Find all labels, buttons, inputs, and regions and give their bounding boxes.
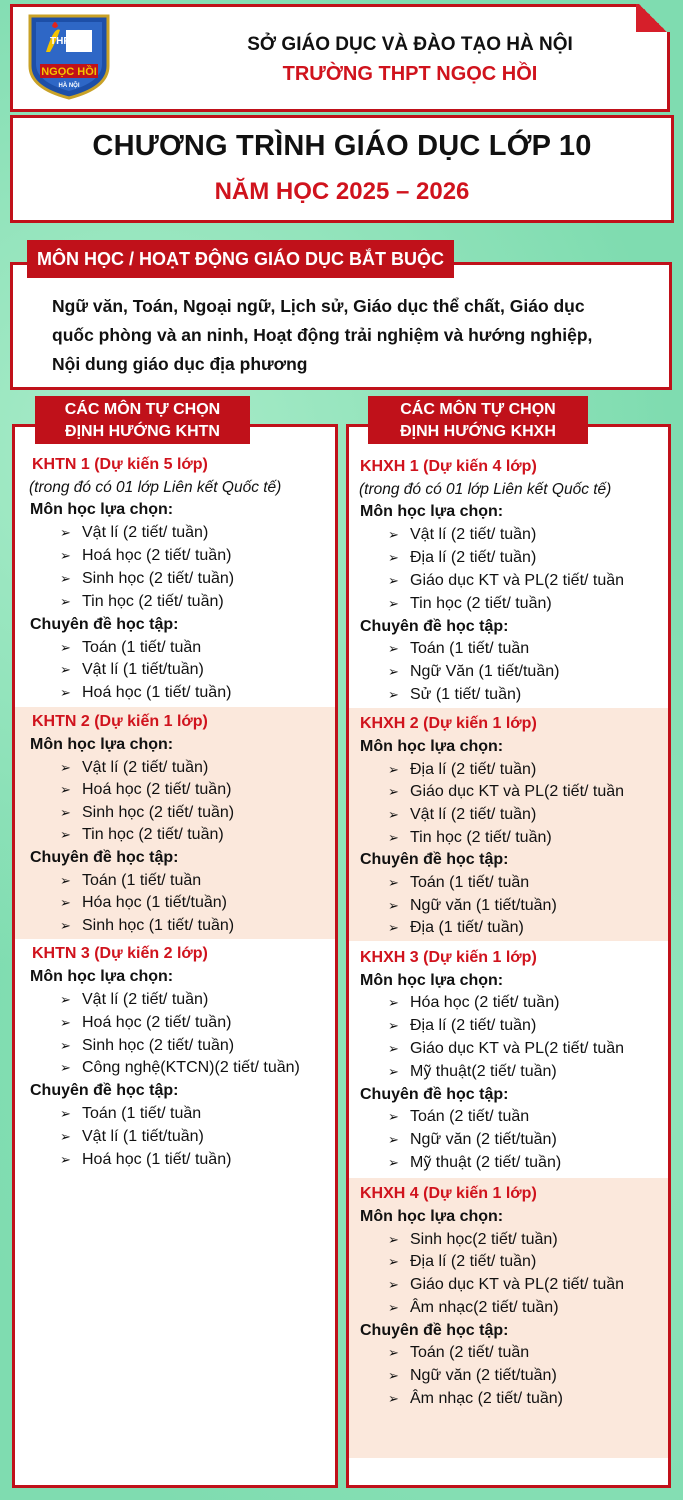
group-note: (trong đó có 01 lớp Liên kết Quốc tế) <box>359 481 612 498</box>
elective-heading: Môn học lựa chọn: <box>360 972 504 989</box>
list-item: ➢ Tin học (2 tiết/ tuần) <box>388 595 552 612</box>
arrow-bullet-icon: ➢ <box>60 895 71 910</box>
arrow-bullet-icon: ➢ <box>388 807 399 822</box>
school-logo <box>24 12 114 100</box>
arrow-bullet-icon: ➢ <box>60 1038 71 1053</box>
arrow-bullet-icon: ➢ <box>60 571 71 586</box>
arrow-bullet-icon: ➢ <box>60 1152 71 1167</box>
arrow-bullet-icon: ➢ <box>388 762 399 777</box>
list-item: ➢ Địa lí (2 tiết/ tuần) <box>388 1017 537 1034</box>
arrow-bullet-icon: ➢ <box>60 782 71 797</box>
arrow-bullet-icon: ➢ <box>388 1064 399 1079</box>
arrow-bullet-icon: ➢ <box>388 1132 399 1147</box>
list-item: ➢ Giáo dục KT và PL(2 tiết/ tuần <box>388 1040 625 1057</box>
arrow-bullet-icon: ➢ <box>388 784 399 799</box>
khxh-column-label <box>368 396 588 444</box>
list-item: ➢ Hóa học (1 tiết/tuần) <box>60 894 227 911</box>
school-year: NĂM HỌC 2025 – 2026 <box>214 178 470 205</box>
school-name: TRƯỜNG THPT NGỌC HỒI <box>282 63 538 85</box>
arrow-bullet-icon: ➢ <box>388 1018 399 1033</box>
arrow-bullet-icon: ➢ <box>60 662 71 677</box>
arrow-bullet-icon: ➢ <box>60 918 71 933</box>
list-item: ➢ Địa (1 tiết/ tuần) <box>388 919 524 936</box>
group-title: KHXH 2 (Dự kiến 1 lớp) <box>360 715 537 732</box>
arrow-bullet-icon: ➢ <box>388 1300 399 1315</box>
arrow-bullet-icon: ➢ <box>388 1155 399 1170</box>
list-item: ➢ Vật lí (2 tiết/ tuần) <box>60 759 209 776</box>
list-item: ➢ Toán (2 tiết/ tuần <box>388 1344 530 1361</box>
list-item: ➢ Toán (1 tiết/ tuần <box>388 874 530 891</box>
topic-heading: Chuyên đề học tập: <box>360 1322 509 1339</box>
topic-heading: Chuyên đề học tập: <box>30 849 179 866</box>
group-title: KHTN 3 (Dự kiến 2 lớp) <box>32 945 208 962</box>
list-item: ➢ Hoá học (2 tiết/ tuần) <box>60 781 232 798</box>
arrow-bullet-icon: ➢ <box>388 830 399 845</box>
list-item: ➢ Địa lí (2 tiết/ tuần) <box>388 1253 537 1270</box>
elective-heading: Môn học lựa chọn: <box>360 1208 504 1225</box>
arrow-bullet-icon: ➢ <box>388 687 399 702</box>
list-item: ➢ Địa lí (2 tiết/ tuần) <box>388 761 537 778</box>
list-item: ➢ Vật lí (2 tiết/ tuần) <box>388 526 537 543</box>
khtn-label-line1: CÁC MÔN TỰ CHỌN <box>64 401 221 418</box>
list-item: ➢ Hoá học (1 tiết/ tuần) <box>60 684 232 701</box>
group-title: KHTN 1 (Dự kiến 5 lớp) <box>32 456 208 473</box>
list-item: ➢ Toán (1 tiết/ tuần <box>60 1105 202 1122</box>
list-item: ➢ Công nghệ(KTCN)(2 tiết/ tuần) <box>60 1059 300 1076</box>
arrow-bullet-icon: ➢ <box>60 1106 71 1121</box>
page-title: CHƯƠNG TRÌNH GIÁO DỤC LỚP 10 <box>92 130 592 162</box>
arrow-bullet-icon: ➢ <box>60 1015 71 1030</box>
corner-fold-decoration <box>636 4 670 32</box>
arrow-bullet-icon: ➢ <box>60 992 71 1007</box>
group-title: KHXH 1 (Dự kiến 4 lớp) <box>360 458 537 475</box>
elective-heading: Môn học lựa chọn: <box>360 738 504 755</box>
list-item: ➢ Ngữ văn (2 tiết/tuần) <box>388 1131 557 1148</box>
arrow-bullet-icon: ➢ <box>388 920 399 935</box>
group-title: KHTN 2 (Dự kiến 1 lớp) <box>32 713 208 730</box>
list-item: ➢ Mỹ thuật (2 tiết/ tuần) <box>388 1154 562 1171</box>
list-item: ➢ Sử (1 tiết/ tuần) <box>388 686 522 703</box>
arrow-bullet-icon: ➢ <box>388 1254 399 1269</box>
list-item: ➢ Tin học (2 tiết/ tuần) <box>60 593 224 610</box>
khxh-label-line2: ĐỊNH HƯỚNG KHXH <box>400 423 556 440</box>
list-item: ➢ Vật lí (1 tiết/tuần) <box>60 1128 204 1145</box>
arrow-bullet-icon: ➢ <box>60 827 71 842</box>
arrow-bullet-icon: ➢ <box>388 1391 399 1406</box>
arrow-bullet-icon: ➢ <box>60 640 71 655</box>
list-item: ➢ Địa lí (2 tiết/ tuần) <box>388 549 537 566</box>
list-item: ➢ Giáo dục KT và PL(2 tiết/ tuần <box>388 572 625 589</box>
list-item: ➢ Ngữ văn (2 tiết/tuần) <box>388 1367 557 1384</box>
list-item: ➢ Vật lí (2 tiết/ tuần) <box>388 806 537 823</box>
topic-heading: Chuyên đề học tập: <box>360 851 509 868</box>
list-item: ➢ Ngữ văn (1 tiết/tuần) <box>388 897 557 914</box>
elective-heading: Môn học lựa chọn: <box>30 968 174 985</box>
khtn-column-label <box>35 396 250 444</box>
arrow-bullet-icon: ➢ <box>388 596 399 611</box>
list-item: ➢ Vật lí (2 tiết/ tuần) <box>60 524 209 541</box>
logo-text-mid: NGỌC HỒI <box>41 66 97 78</box>
arrow-bullet-icon: ➢ <box>388 875 399 890</box>
mandatory-subjects-list <box>52 292 662 379</box>
arrow-bullet-icon: ➢ <box>388 1277 399 1292</box>
elective-heading: Môn học lựa chọn: <box>30 501 174 518</box>
list-item: ➢ Toán (2 tiết/ tuần <box>388 1108 530 1125</box>
list-item: ➢ Hoá học (2 tiết/ tuần) <box>60 1014 232 1031</box>
arrow-bullet-icon: ➢ <box>60 1129 71 1144</box>
arrow-bullet-icon: ➢ <box>388 1041 399 1056</box>
arrow-bullet-icon: ➢ <box>60 525 71 540</box>
arrow-bullet-icon: ➢ <box>60 594 71 609</box>
elective-heading: Môn học lựa chọn: <box>30 736 174 753</box>
arrow-bullet-icon: ➢ <box>388 573 399 588</box>
list-item: ➢ Toán (1 tiết/ tuần <box>60 872 202 889</box>
arrow-bullet-icon: ➢ <box>388 664 399 679</box>
list-item: ➢ Ngữ Văn (1 tiết/tuần) <box>388 663 560 680</box>
arrow-bullet-icon: ➢ <box>388 995 399 1010</box>
topic-heading: Chuyên đề học tập: <box>360 1086 509 1103</box>
list-item: ➢ Sinh học (2 tiết/ tuần) <box>60 570 235 587</box>
logo-text-top: THPT <box>50 36 77 47</box>
list-item: ➢ Vật lí (2 tiết/ tuần) <box>60 991 209 1008</box>
arrow-bullet-icon: ➢ <box>60 760 71 775</box>
list-item: ➢ Tin học (2 tiết/ tuần) <box>388 829 552 846</box>
topic-heading: Chuyên đề học tập: <box>30 616 179 633</box>
group-title: KHXH 3 (Dự kiến 1 lớp) <box>360 949 537 966</box>
list-item: ➢ Tin học (2 tiết/ tuần) <box>60 826 224 843</box>
arrow-bullet-icon: ➢ <box>388 1345 399 1360</box>
list-item: ➢ Mỹ thuật(2 tiết/ tuần) <box>388 1063 557 1080</box>
khtn-label-line2: ĐỊNH HƯỚNG KHTN <box>65 423 220 440</box>
list-item: ➢ Hóa học (2 tiết/ tuần) <box>388 994 560 1011</box>
list-item: ➢ Sinh học (2 tiết/ tuần) <box>60 1037 235 1054</box>
topic-heading: Chuyên đề học tập: <box>30 1082 179 1099</box>
mandatory-subjects-label: MÔN HỌC / HOẠT ĐỘNG GIÁO DỤC BẮT BUỘC <box>27 240 454 278</box>
mandatory-line: Ngữ văn, Toán, Ngoại ngữ, Lịch sử, Giáo dục thể chất, Giáo dục <box>52 296 585 316</box>
arrow-bullet-icon: ➢ <box>388 1109 399 1124</box>
mandatory-line: quốc phòng và an ninh, Hoạt động trải nghiệm và hướng nghiệp, <box>52 325 593 345</box>
list-item: ➢ Âm nhạc (2 tiết/ tuần) <box>388 1390 563 1407</box>
list-item: ➢ Hoá học (2 tiết/ tuần) <box>60 547 232 564</box>
arrow-bullet-icon: ➢ <box>388 898 399 913</box>
list-item: ➢ Toán (1 tiết/ tuần <box>60 639 202 656</box>
topic-heading: Chuyên đề học tập: <box>360 618 509 635</box>
arrow-bullet-icon: ➢ <box>388 550 399 565</box>
list-item: ➢ Âm nhạc(2 tiết/ tuần) <box>388 1299 559 1316</box>
arrow-bullet-icon: ➢ <box>60 1060 71 1075</box>
list-item: ➢ Sinh học (1 tiết/ tuần) <box>60 917 235 934</box>
mandatory-line: Nội dung giáo dục địa phương <box>52 354 308 374</box>
list-item: ➢ Giáo dục KT và PL(2 tiết/ tuần <box>388 1276 625 1293</box>
department-name: SỞ GIÁO DỤC VÀ ĐÀO TẠO HÀ NỘI <box>247 34 573 55</box>
list-item: ➢ Hoá học (1 tiết/ tuần) <box>60 1151 232 1168</box>
group-note: (trong đó có 01 lớp Liên kết Quốc tế) <box>29 479 282 496</box>
list-item: ➢ Sinh học (2 tiết/ tuần) <box>60 804 235 821</box>
arrow-bullet-icon: ➢ <box>60 548 71 563</box>
arrow-bullet-icon: ➢ <box>388 527 399 542</box>
arrow-bullet-icon: ➢ <box>388 641 399 656</box>
arrow-bullet-icon: ➢ <box>60 685 71 700</box>
list-item: ➢ Sinh học(2 tiết/ tuần) <box>388 1231 558 1248</box>
arrow-bullet-icon: ➢ <box>60 805 71 820</box>
list-item: ➢ Giáo dục KT và PL(2 tiết/ tuần <box>388 783 625 800</box>
arrow-bullet-icon: ➢ <box>388 1232 399 1247</box>
elective-heading: Môn học lựa chọn: <box>360 503 504 520</box>
khxh-label-line1: CÁC MÔN TỰ CHỌN <box>400 401 556 418</box>
logo-text-bottom: HÀ NỘI <box>58 83 80 89</box>
list-item: ➢ Vật lí (1 tiết/tuần) <box>60 661 204 678</box>
list-item: ➢ Toán (1 tiết/ tuần <box>388 640 530 657</box>
arrow-bullet-icon: ➢ <box>60 873 71 888</box>
group-title: KHXH 4 (Dự kiến 1 lớp) <box>360 1185 537 1202</box>
arrow-bullet-icon: ➢ <box>388 1368 399 1383</box>
